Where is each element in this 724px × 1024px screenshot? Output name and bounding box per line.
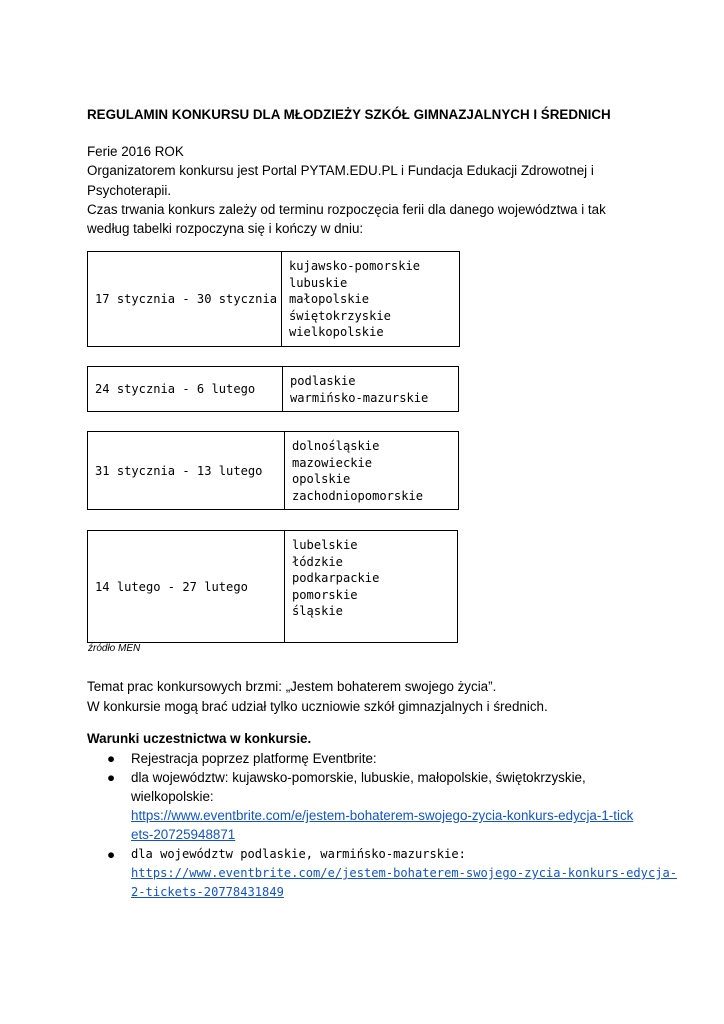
- region: świętokrzyskie: [289, 308, 391, 323]
- table-regions: [285, 432, 423, 509]
- table-regions: [282, 252, 420, 346]
- schedule-table-3: [87, 431, 459, 510]
- schedule-table-1: [87, 251, 460, 347]
- eventbrite-link-edition-1[interactable]: [131, 806, 647, 844]
- region: opolskie: [292, 472, 351, 486]
- intro-line: Psychoterapii.: [87, 182, 172, 198]
- intro-line: według tabelki rozpoczyna się i kończy w dniu:: [87, 221, 364, 237]
- region: mazowieckie: [292, 455, 373, 470]
- link-text[interactable]: ets-20725948871: [131, 827, 236, 842]
- table-dates: 24 stycznia - 6 lutego: [88, 367, 283, 411]
- bullet-icon: ●: [107, 847, 116, 862]
- link-text[interactable]: https://www.eventbrite.com/e/jestem-bohaterem-swojego-zycia-konkurs-edycja-: [131, 866, 678, 880]
- region: warmińsko-mazurskie: [290, 390, 429, 405]
- region: kujawsko-pomorskie: [289, 259, 421, 273]
- intro-line: Ferie 2016 ROK: [87, 144, 184, 159]
- bullet-icon: ●: [107, 751, 116, 766]
- intro-line: Organizatorem konkursu jest Portal PYTAM.EDU.PL i Fundacja Edukacji Zdrowotnej i: [87, 163, 594, 179]
- table-regions: [285, 531, 379, 642]
- list-item: [87, 845, 678, 902]
- conditions-list: [87, 749, 678, 902]
- bullet-text: dla województw: kujawsko-pomorskie, lubuskie, małopolskie, świętokrzyskie,: [131, 770, 586, 785]
- table-dates: 31 stycznia - 13 lutego: [88, 432, 285, 509]
- theme-paragraph: [87, 677, 548, 716]
- bullet-icon: ●: [107, 770, 116, 785]
- bullet-text: Rejestracja poprzez platformę Eventbrite:: [131, 751, 377, 766]
- theme-line: Temat prac konkursowych brzmi: „Jestem bohaterem swojego życia”.: [87, 679, 497, 694]
- conditions-heading: Warunki uczestnictwa w konkursie.: [87, 731, 312, 746]
- region: małopolskie: [289, 292, 370, 306]
- region: pomorskie: [292, 587, 358, 602]
- region: zachodniopomorskie: [292, 488, 424, 503]
- bullet-text: wielkopolskie:: [131, 789, 214, 804]
- region: łódzkie: [292, 554, 343, 569]
- region: dolnośląskie: [292, 439, 380, 453]
- region: wielkopolskie: [289, 325, 384, 339]
- region: podkarpackie: [292, 571, 380, 585]
- region: śląskie: [292, 604, 343, 618]
- region: lubuskie: [289, 275, 348, 290]
- theme-line: W konkursie mogą brać udział tylko uczniowie szkół gimnazjalnych i średnich.: [87, 698, 548, 714]
- eventbrite-link-edition-2[interactable]: [131, 864, 678, 902]
- region: lubelskie: [292, 538, 358, 552]
- list-item: [87, 749, 647, 768]
- schedule-table-2: [87, 366, 459, 412]
- table-dates: 14 lutego - 27 lutego: [88, 531, 285, 642]
- link-text[interactable]: 2-tickets-20778431849: [131, 885, 284, 899]
- bullet-text: dla województw podlaskie, warmińsko-mazurskie:: [131, 847, 466, 861]
- region: podlaskie: [290, 374, 356, 388]
- table-dates: 17 stycznia - 30 stycznia: [88, 252, 282, 346]
- intro-paragraph: [87, 142, 647, 238]
- schedule-table-4: [87, 530, 458, 643]
- list-item: [87, 768, 647, 844]
- intro-line: Czas trwania konkurs zależy od terminu rozpoczęcia ferii dla danego województwa i tak: [87, 201, 606, 217]
- link-text[interactable]: https://www.eventbrite.com/e/jestem-bohaterem-swojego-zycia-konkurs-edycja-1-tick: [131, 808, 634, 823]
- table-regions: [283, 367, 428, 411]
- table-source-note: źródło MEN: [88, 643, 141, 654]
- document-title: REGULAMIN KONKURSU DLA MŁODZIEŻY SZKÓŁ GIMNAZJALNYCH I ŚREDNICH: [87, 107, 611, 122]
